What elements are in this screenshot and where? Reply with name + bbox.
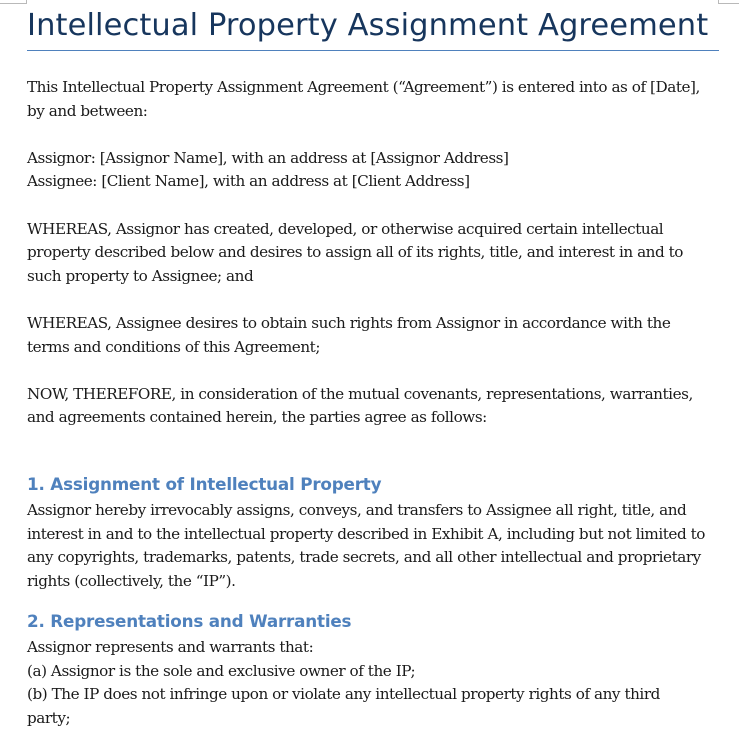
- section-1-heading: 1. Assignment of Intellectual Property: [27, 473, 382, 494]
- now-therefore-paragraph: NOW, THEREFORE, in consideration of the mutual covenants, representations, warranties, and agreements contained herein, the parties agree as follows:: [27, 384, 693, 427]
- document-page: [27, 0, 719, 731]
- whereas-paragraph-2: WHEREAS, Assignee desires to obtain such rights from Assignor in accordance with the terms and conditions of this Agreement;: [27, 313, 671, 356]
- section-2-item-a: (a) Assignor is the sole and exclusive owner of the IP;: [27, 661, 416, 680]
- title-underline: [27, 50, 719, 51]
- assignee-line: Assignee: [Client Name], with an address at [Client Address]: [27, 172, 470, 191]
- page-corner-mark-right: [718, 0, 739, 4]
- page-corner-mark-left: [0, 0, 27, 4]
- section-2-intro: Assignor represents and warrants that:: [27, 638, 314, 657]
- whereas-paragraph-1: WHEREAS, Assignor has created, developed, or otherwise acquired certain intellectual property described below and desires to assign all of its rights, title, and interest in and to such property to Assignee; and: [27, 219, 684, 285]
- intro-paragraph: This Intellectual Property Assignment Agreement (“Agreement”) is entered into as of [Date], by and between:: [27, 78, 700, 120]
- document-body: [27, 76, 707, 731]
- section-2-item-b: (b) The IP does not infringe upon or violate any intellectual property rights of any third party;: [27, 685, 660, 728]
- section-1-paragraph: Assignor hereby irrevocably assigns, conveys, and transfers to Assignee all right, title, and interest in and to the intellectual property described in Exhibit A, including but not limited to any copyrights, trademarks, patents, trade secrets, and all other intellectual and proprietary rights (collectively, the “IP”).: [27, 500, 705, 590]
- document-title: Intellectual Property Assignment Agreement: [27, 8, 709, 43]
- section-2-heading: 2. Representations and Warranties: [27, 611, 352, 632]
- assignor-line: Assignor: [Assignor Name], with an address at [Assignor Address]: [27, 148, 509, 167]
